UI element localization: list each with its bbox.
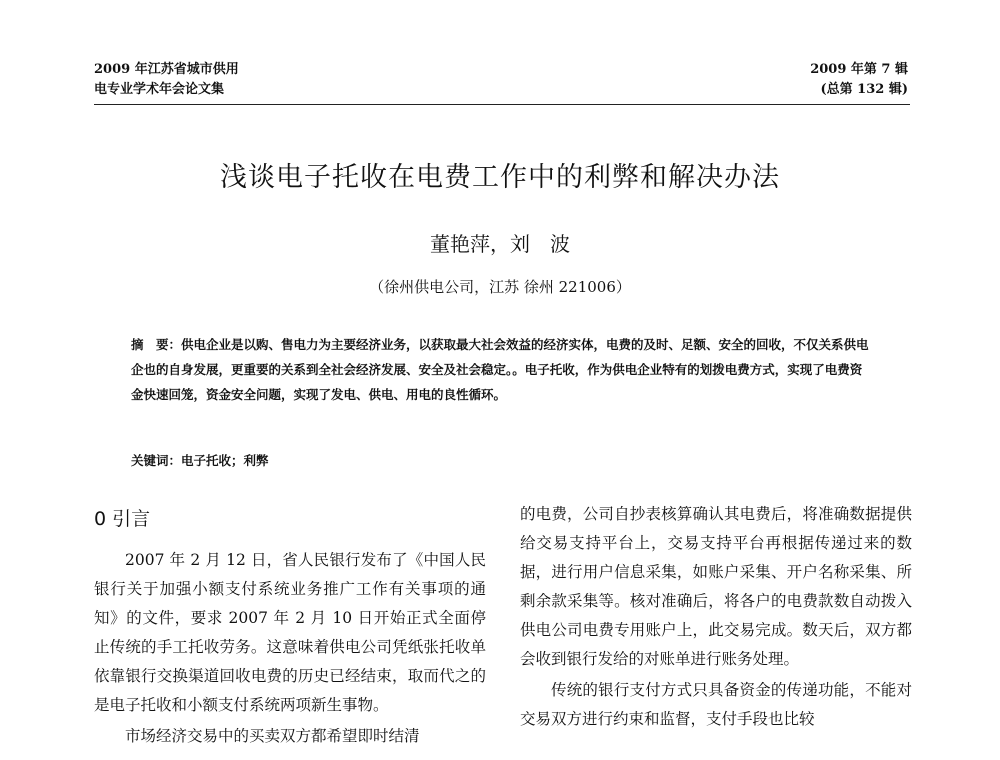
running-header-right	[810, 60, 908, 100]
body-column-right	[520, 500, 912, 734]
paper-affiliation: （徐州供电公司，江苏 徐州 221006）	[369, 278, 631, 296]
abstract-block	[131, 332, 869, 407]
body-paragraph: 2007 年 2 月 12 日，省人民银行发布了《中国人民银行关于加强小额支付系统业务推广工作有关事项的通知》的文件，要求 2007 年 2 月 10 日开始正式全面停止传统的手工托收劳务。这意味着供电公司凭纸张托收单依靠银行交换渠道回收电费的历史已经结束，取而代之的是电子托收和小额支付系统两项新生事物。	[94, 551, 486, 714]
paper-title: 浅谈电子托收在电费工作中的利弊和解决办法	[220, 162, 780, 193]
header-right-line1: 2009 年第 7 辑	[810, 62, 908, 77]
header-left-line2: 电专业学术年会论文集	[94, 82, 225, 97]
body-column-left	[94, 500, 486, 751]
abstract-text: 供电企业是以购、售电力为主要经济业务，以获取最大社会效益的经济实体，电费的及时、足额、安全的回收，不仅关系供电企也的自身发展，更重要的关系到全社会经济发展、安全及社会稳定。。电子托收，作为供电企业特有的划拨电费方式，实现了电费资金快速回笼，资金安全问题，实现了发电、供电、用电的良性循环。	[131, 337, 869, 402]
body-paragraph-continued: 的电费，公司自抄表核算确认其电费后，将准确数据提供给交易支持平台上，交易支持平台再根据传递过来的数据，进行用户信息采集，如账户采集、开户名称采集、所剩余款采集等。核对准确后，将各户的电费款数自动拨入供电公司电费专用账户上，此交易完成。数天后，双方都会收到银行发给的对账单进行账务处理。	[520, 505, 912, 668]
keywords-label: 关键词：	[131, 453, 182, 468]
running-header-left	[94, 60, 239, 100]
header-right-line2: (总第 132 辑)	[820, 82, 908, 97]
paper-authors: 董艳萍，刘 波	[430, 232, 570, 256]
body-paragraph: 传统的银行支付方式只具备资金的传递功能，不能对交易双方进行约束和监督，支付手段也比较	[520, 681, 912, 728]
abstract-label: 摘 要：	[131, 337, 182, 352]
keywords-text: 电子托收；利弊	[181, 453, 269, 468]
section-heading-introduction: 0 引言	[94, 508, 151, 530]
header-divider	[94, 104, 910, 105]
header-left-line1: 2009 年江苏省城市供用	[94, 62, 239, 77]
body-paragraph-partial: 市场经济交易中的买卖双方都希望即时结清	[125, 727, 420, 745]
keywords-block	[131, 450, 869, 472]
